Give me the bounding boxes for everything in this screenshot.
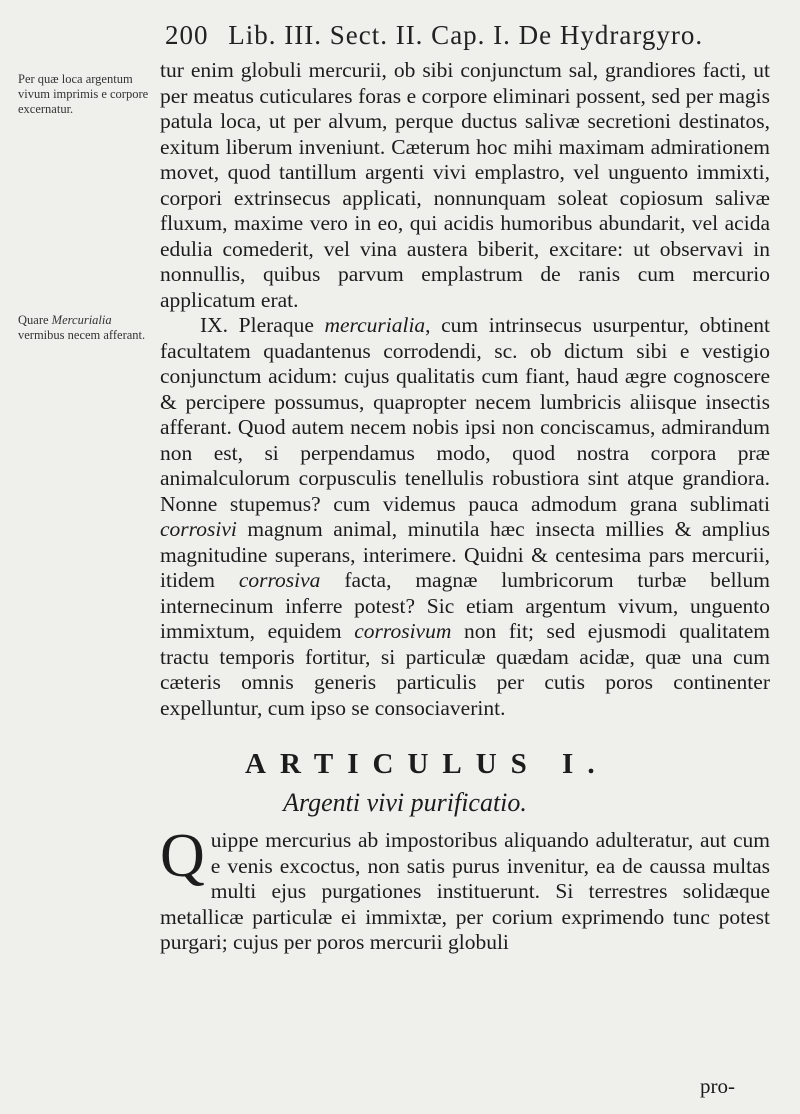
catchword: pro- <box>700 1074 735 1098</box>
margin-note-2-italic: Mercurialia <box>51 313 112 327</box>
p2-part-b: , cum intrinsecus usurpentur, obtinent facultatem quadantenus corrodendi, sc. ob dictum sibi e vestigio conjunctum acidum: cujus qualitatis cum fiant, haud ægre cognoscere & percipere possumus, quapropter necem lumbricis aliisque insectis afferant. Quod autem necem nobis ipsi non conciscamus, admirandum non est, si perpendamus modo, quod nostra corpora præ animalculorum corpusculis tenellulis robustiora sint atque grandiora. Nonne stupemus? cum videmus pauca admodum grana sublimati <box>160 313 770 516</box>
p2-part-e: non fit; sed ejusmodi qualitatem tractu temporis fortitur, si particulæ quædam acidæ, quæ una cum cæteris omnis generis particulis per cutis poros continenter expelluntur, cum ipso se consociaverint. <box>160 619 770 720</box>
body-text <box>160 58 770 721</box>
margin-note-1: Per quæ loca argentum vivum imprimis e corpore excernatur. <box>18 72 149 116</box>
p2-italic-1: mercurialia <box>324 313 426 337</box>
p2-part-c: magnum animal, minutila hæc insecta millies & amplius magnitudine superans, interimere. Quidni & centesima pars mercurii, itidem <box>160 517 770 592</box>
p2-italic-2: corrosivi <box>160 517 237 541</box>
margin-note-2 <box>18 313 150 343</box>
article-text <box>160 822 770 956</box>
running-header <box>165 20 775 51</box>
p2-part-d: facta, magnæ lumbricorum turbæ bellum internecinum inferre potest? Sic etiam argentum vivum, unguento immixtum, equidem <box>160 568 770 643</box>
p2-italic-4: corrosivum <box>354 619 452 643</box>
page-number: 200 <box>165 20 209 50</box>
drop-capital: Q <box>160 822 205 890</box>
running-title: Lib. III. Sect. II. Cap. I. De Hydrargyro. <box>228 20 704 50</box>
paragraph-2 <box>160 313 770 721</box>
article-body: uippe mercurius ab impostoribus aliquando adulteratur, aut cum e venis excoctus, non satis purus invenitur, ea de caussa multas multi ejus purgationes instituerunt. Si terrestres solidæque metallicæ particulæ ei immixtæ, per corium exprimendo tunc potest purgari; cujus per poros mercurii globuli <box>160 828 770 954</box>
p2-italic-3: corrosiva <box>238 568 321 592</box>
paragraph-1: tur enim globuli mercurii, ob sibi conjunctum sal, grandiores facti, ut per meatus cuticulares foras e corpore eliminari possent, sed per magis patula loca, ut per alvum, perque ductus salivæ secretioni destinatos, exitum liberum inveniunt. Cæterum hoc mihi maximam admirationem movet, quod tantillum argenti vivi emplastro, vel unguento immixti, corpori extrinsecus applicati, nonnunquam soleat copiosum salivæ fluxum, maxime vero in eo, qui acidis humoribus abundarit, vel acida edulia comederit, vel vina austera biberit, excitare: ut observavi in nonnullis, quibus parvum emplastrum de ranis cum mercurio applicatum erat. <box>160 58 770 312</box>
article-heading: ARTICULUS I. <box>245 748 609 780</box>
article-subtitle: Argenti vivi purificatio. <box>283 788 527 817</box>
margin-note-2-pre: Quare <box>18 313 52 327</box>
margin-note-2-post: vermibus necem afferant. <box>18 328 146 342</box>
p2-part-a: IX. Pleraque <box>200 313 325 337</box>
